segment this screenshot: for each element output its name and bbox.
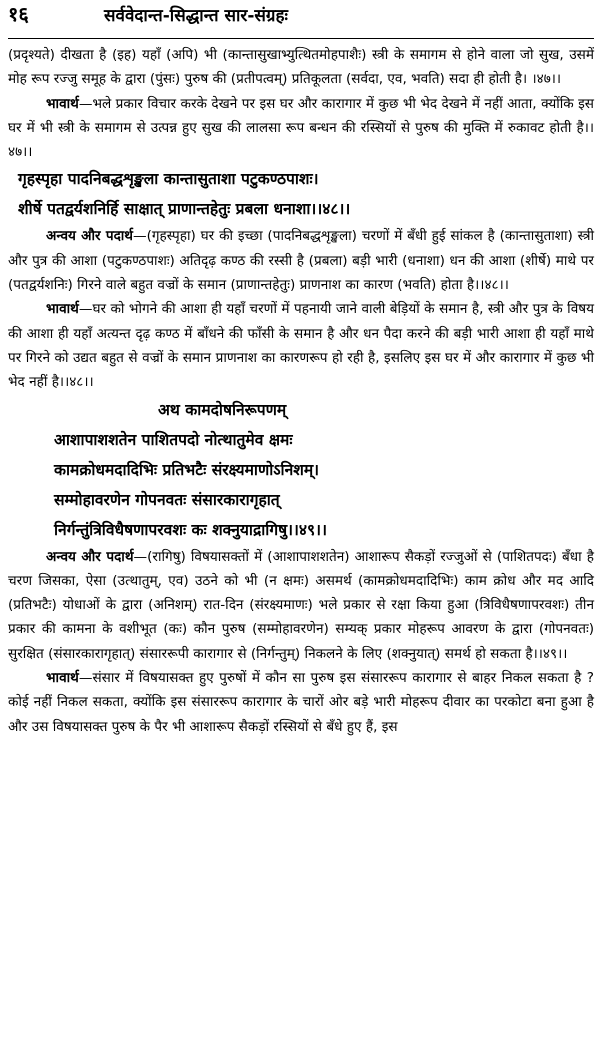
verse-line: निर्गन्तुंत्रिविधैषणापरवशः कः शक्नुयाद्रागिषु।।४९।। [54,520,327,539]
bhavartha-text: —संसार में विषयासक्त हुए पुरुषों में कौन सा पुरुष इस संसाररूप कारागार से बाहर निकल सकता है ? कोई नहीं निकल सकता, क्योंकि इस संसाररूप कारागार के चारों ओर बड़े भारी मोहरूप दीवार का परकोटा बना हुआ है और उस विषयासक्त पुरुष के पैर भी आशारूप सैकड़ों रस्सियों से बँधे हुए हैं, इस [8,670,594,735]
verse-line: गृहस्पृहा पादनिबद्धशृङ्खला कान्तासुताशा पटुकण्ठपाशः। [18,170,319,189]
section-heading: अथ कामदोषनिरूपणम् [158,400,287,419]
verse-49 [8,425,594,545]
verse-line: आशापाशशतेन पाशितपदो नोत्थातुमेव क्षमः [54,430,293,449]
bhavartha-paragraph-49 [8,666,594,739]
anvaya-paragraph-49 [8,545,594,666]
bhavartha-label: भावार्थ [46,301,79,318]
commentary-paragraph-47 [8,43,594,92]
anvaya-text: —(गृहस्पृहा) घर की इच्छा (पादनिबद्धशृङ्खला) चरणों में बँधी हुई सांकल है (कान्तासुताशा) स्त्री और पुत्र की आशा (पटुकण्ठपाशः) अतिदृढ़ कण्ठ की रस्सी है (प्रबला) बड़ी भारी (धनाशा) धन की आशा (शीर्षे) माथे पर (पतद्वर्यशनिः) गिरने वाले बहुत वज्रों के समान (प्राणान्तहेतुः) प्राणनाश का कारण (भवति) होता है।।४८।। [8,228,594,294]
bhavartha-text: —भले प्रकार विचार करके देखने पर इस घर और कारागार में कुछ भी भेद देखने में नहीं आता, क्योंकि इस घर में भी स्त्री के समागम से उत्पन्न हुए सुख की लालसा रूप बन्धन की रस्सियों से पुरुष की मुक्ति में रुकावट होती है।।४७।। [8,95,594,161]
running-title: सर्ववेदान्त-सिद्धान्त सार-संग्रहः [104,6,288,26]
anvaya-text: —(रागिषु) विषयासक्तों में (आशापाशशतेन) आशारूप सैकड़ों रज्जुओं से (पाशितपदः) बँधा है चरण जिसका, ऐसा (उत्थातुम्, एव) उठने को भी (न क्षमः) असमर्थ (कामक्रोधमदादिभिः) काम क्रोध और मद आदि (प्रतिभटैः) योधाओं के द्वारा (अनिशम्) रात-दिन (संरक्ष्यमाणः) भले प्रकार से रक्षा किया हुआ (त्रिविधैषणापरवशः) तीन प्रकार की कामना के वशीभूत (कः) कौन पुरुष (सम्मोहावरणेन) सम्यक् प्रकार मोहरूप आवरण के द्वारा (गोपनवतः) सुरक्षित (संसारकारागृहात्) संसाररूपी कारागार से (निर्गन्तुम्) निकलने के लिए (शक्नुयात्) समर्थ हो सकता है।।४९।। [8,548,594,662]
page-number: १६ [8,2,29,26]
verse-line: शीर्षे पतद्वर्यशनिर्हि साक्षात् प्राणान्तहेतुः प्रबला धनाशा।।४८।। [18,200,351,219]
bhavartha-label: भावार्थ [46,95,79,112]
anvaya-label: अन्वय और पदार्थ [46,548,134,565]
anvaya-label: अन्वय और पदार्थ [46,228,133,245]
commentary-text: (प्रदृश्यते) दीखता है (इह) यहाँ (अपि) भी (कान्तासुखाभ्युत्थितमोहपाशैः) स्त्री के समागम से होने वाला जो सुख, उसमें मोह रूप रज्जु समूह के द्वारा (पुंसः) पुरुष की (प्रतीपत्वम्) प्रतिकूलता (सर्वदा, एव, भवति) सदा ही होती है। ।४७।। [8,47,594,88]
verse-line: कामक्रोधमदादिभिः प्रतिभटैः संरक्ष्यमाणोऽनिशम्। [54,460,320,479]
verse-line: सम्मोहावरणेन गोपनवतः संसारकारागृहात् [54,490,280,509]
verse-48 [8,164,594,224]
bhavartha-label: भावार्थ [46,670,79,687]
page-header [8,0,594,39]
bhavartha-paragraph-48 [8,297,594,394]
anvaya-paragraph-48 [8,224,594,297]
bhavartha-paragraph-47 [8,92,594,165]
bhavartha-text: —घर को भोगने की आशा ही यहाँ चरणों में पहनायी जाने वाली बेड़ियों के समान है, स्त्री और पुत्र के विषय की आशा ही यहाँ अत्यन्त दृढ़ कण्ठ में बाँधने की फाँसी के समान है और धन पैदा करने की बड़ी भारी आशा ही यहाँ माथे पर गिरने को उद्यत बहुत से वज्रों के समान प्राणनाश का कारणरूप हो रही है, इसलिए इस घर में और कारागार में कुछ भी भेद नहीं है।।४८।। [8,301,594,391]
